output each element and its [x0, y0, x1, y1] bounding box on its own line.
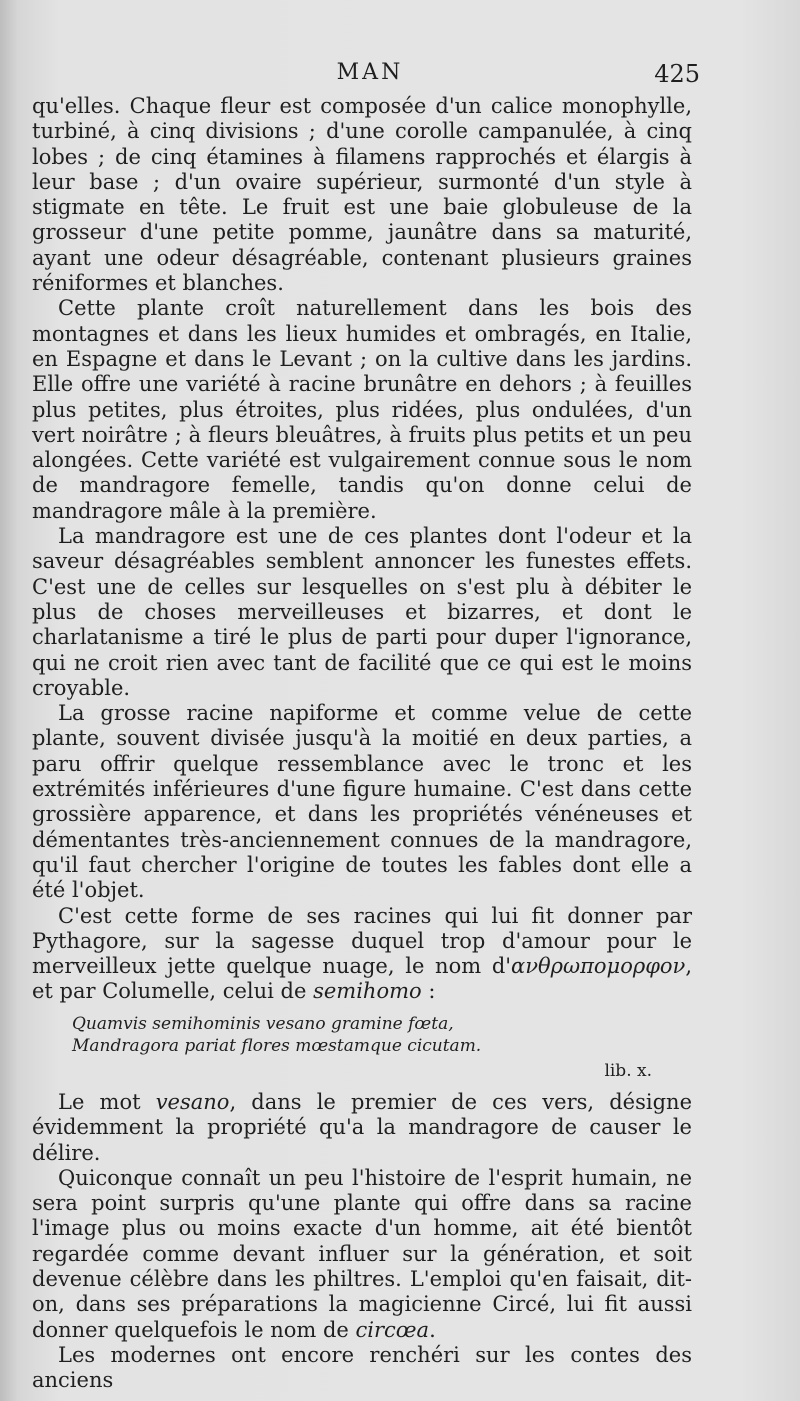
running-head: MAN — [336, 60, 404, 85]
quote-reference: lib. x. — [604, 1060, 652, 1081]
paragraph-4: La grosse racine napiforme et comme velue de cette plante, souvent divisée jusqu'à la moitié en deux parties, a paru offrir quelque ressemblance avec le tronc et les extrémités inférieures d'une figure humaine. C'est dans cette grossière apparence, et dans les propriétés vénéneuses et démentantes très-anciennement connues de la mandragore, qu'il faut chercher l'origine de toutes les fables dont elle a été l'objet. — [32, 701, 692, 903]
paragraph-2: Cette plante croît naturellement dans les bois des montagnes et dans les lieux humides et ombragés, en Italie, en Espagne et dans le Levant ; on la cultive dans les jardins. Elle offre une variété à racine brunâtre en dehors ; à feuilles plus petites, plus étroites, plus ridées, plus ondulées, d'un vert noirâtre ; à fleurs bleuâtres, à fruits plus petits et un peu alongées. Cette variété est vulgairement connue sous le nom de mandragore femelle, tandis qu'on donne celui de mandragore mâle à la première. — [32, 296, 692, 523]
body-text — [32, 94, 692, 1394]
page-header — [40, 60, 700, 94]
paragraph-8: Les modernes ont encore renchéri sur les contes des anciens — [32, 1342, 692, 1393]
page-number: 425 — [654, 60, 700, 88]
italic-word-semihomo: semihomo — [313, 979, 422, 1004]
paragraph-6-text-b: , dans le premier de ces vers, désigne évidemment la propriété qu'a la mandragore de causer le délire. — [32, 1089, 693, 1165]
paragraph-7-text-a: Quiconque connaît un peu l'histoire de l'esprit humain, ne sera point surpris qu'une plante qui offre dans sa racine l'image plus ou moins exacte d'un homme, ait été bientôt regardée comme devant influer sur la génération, et soit devenue célèbre dans les philtres. L'emploi qu'en faisait, dit-on, dans ses préparations la magicienne Circé, lui fit aussi donner quelquefois le nom de — [32, 1165, 692, 1342]
latin-quotation — [72, 1013, 692, 1057]
paragraph-5 — [32, 904, 692, 1005]
quote-line-2: Mandragora pariat flores mœstamque cicutam. — [72, 1035, 482, 1056]
italic-word-vesano: vesano — [155, 1089, 230, 1114]
paragraph-3: La mandragore est une de ces plantes dont l'odeur et la saveur désagréables semblent annoncer les funestes effets. C'est une de celles sur lesquelles on s'est plu à débiter le plus de choses merveilleuses et bizarres, et dont le charlatanisme a tiré le plus de parti pour duper l'ignorance, qui ne croit rien avec tant de facilité que ce qui est le moins croyable. — [32, 524, 692, 700]
paragraph-5-text-c: : — [421, 979, 436, 1004]
greek-word: ανθρωπομορφον — [511, 954, 686, 979]
paragraph-6-text-a: Le mot — [58, 1089, 156, 1114]
paragraph-7-text-b: . — [429, 1317, 436, 1342]
quote-line-1: Quamvis semihominis vesano gramine fœta, — [72, 1013, 454, 1034]
italic-word-circoea: circœa — [355, 1317, 430, 1342]
paragraph-5-text-a: C'est cette forme de ses racines qui lui fit donner par Pythagore, sur la sagesse duquel trop d'amour pour le merveilleux jette quelque nuage, le nom d' — [32, 903, 692, 979]
paragraph-1: qu'elles. Chaque fleur est composée d'un calice monophylle, turbiné, à cinq divisions ; d'une corolle campanulée, à cinq lobes ; de cinq étamines à filamens rapprochés et élargis à leur base ; d'un ovaire supérieur, surmonté d'un style à stigmate en tête. Le fruit est une baie globuleuse de la grosseur d'une petite pomme, jaunâtre dans sa maturité, ayant une odeur désagréable, contenant plusieurs graines réniformes et blanches. — [32, 94, 692, 296]
paragraph-7 — [32, 1166, 692, 1343]
paragraph-6 — [32, 1090, 692, 1166]
paragraph-5-text-b: , et par Columelle, celui de — [32, 954, 692, 1004]
